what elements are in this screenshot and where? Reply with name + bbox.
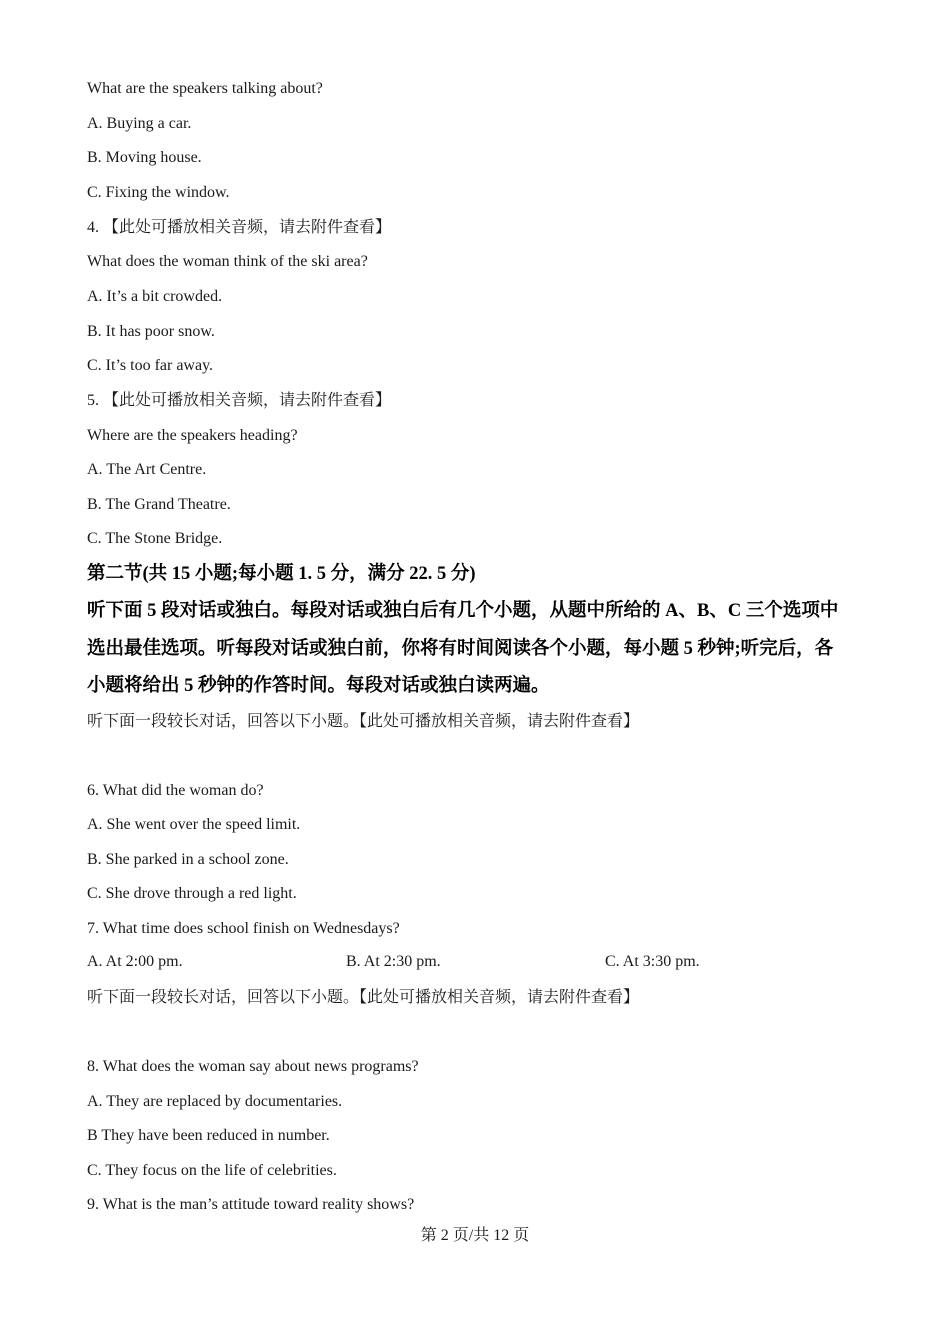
question-7-option-b: B. At 2:30 pm. — [346, 953, 441, 970]
question-6-stem: 6. What did the woman do? — [87, 782, 264, 799]
question-5-audio-note: 5. 【此处可播放相关音频，请去附件查看】 — [87, 392, 392, 409]
question-8-option-b: B They have been reduced in number. — [87, 1127, 330, 1144]
question-4-option-a: A. It’s a bit crowded. — [87, 288, 223, 305]
question-4-audio-note: 4. 【此处可播放相关音频，请去附件查看】 — [87, 219, 392, 236]
question-8-option-a: A. They are replaced by documentaries. — [87, 1093, 343, 1110]
question-7-stem: 7. What time does school finish on Wednesdays? — [87, 920, 400, 937]
question-3-option-b: B. Moving house. — [87, 149, 202, 166]
question-5-option-b: B. The Grand Theatre. — [87, 496, 231, 513]
question-6-option-b: B. She parked in a school zone. — [87, 851, 289, 868]
question-8-option-c: C. They focus on the life of celebrities. — [87, 1162, 337, 1179]
question-3-option-c: C. Fixing the window. — [87, 184, 230, 201]
question-6-option-c: C. She drove through a red light. — [87, 885, 297, 902]
question-4-option-b: B. It has poor snow. — [87, 323, 215, 340]
section-2-instructions-line-1: 听下面 5 段对话或独白。每段对话或独白后有几个小题，从题中所给的 A、B、C 三个选项中 — [87, 601, 839, 621]
question-6-option-a: A. She went over the speed limit. — [87, 816, 301, 833]
dialog-1-intro: 听下面一段较长对话，回答以下小题。【此处可播放相关音频，请去附件查看】 — [87, 713, 640, 730]
question-4-stem: What does the woman think of the ski area? — [87, 253, 368, 270]
question-7-option-c: C. At 3:30 pm. — [605, 953, 700, 970]
question-9-stem: 9. What is the man’s attitude toward reality shows? — [87, 1196, 415, 1213]
section-2-instructions-line-3: 小题将给出 5 秒钟的作答时间。每段对话或独白读两遍。 — [87, 676, 550, 696]
question-3-stem: What are the speakers talking about? — [87, 80, 323, 97]
question-7-options — [87, 953, 867, 975]
question-5-option-a: A. The Art Centre. — [87, 461, 207, 478]
question-5-stem: Where are the speakers heading? — [87, 427, 298, 444]
question-3-option-a: A. Buying a car. — [87, 115, 192, 132]
dialog-2-intro: 听下面一段较长对话，回答以下小题。【此处可播放相关音频，请去附件查看】 — [87, 989, 640, 1006]
section-2-instructions-line-2: 选出最佳选项。听每段对话或独白前，你将有时间阅读各个小题，每小题 5 秒钟;听完后，各 — [87, 639, 834, 659]
question-5-option-c: C. The Stone Bridge. — [87, 530, 223, 547]
page-number: 第 2 页/共 12 页 — [420, 1227, 530, 1244]
section-2-title: 第二节(共 15 小题;每小题 1. 5 分，满分 22. 5 分) — [87, 564, 476, 584]
question-8-stem: 8. What does the woman say about news programs? — [87, 1058, 419, 1075]
question-4-option-c: C. It’s too far away. — [87, 357, 214, 374]
question-7-option-a: A. At 2:00 pm. — [87, 953, 183, 970]
